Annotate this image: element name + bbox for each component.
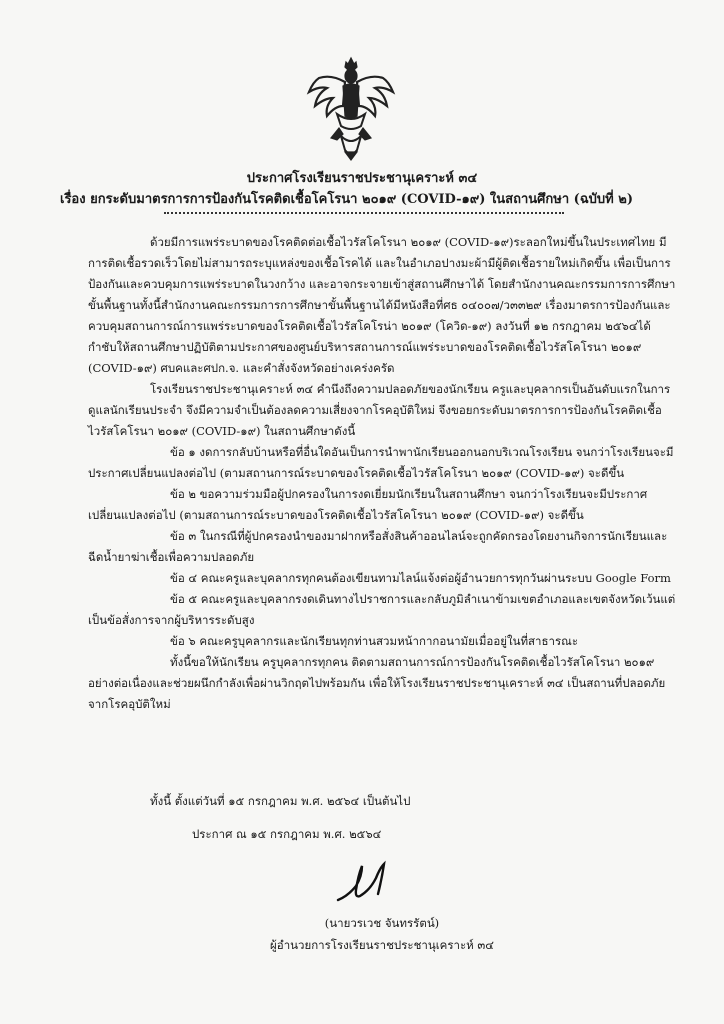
dotted-divider — [164, 212, 564, 214]
paragraph-background: ด้วยมีการแพร่ระบาดของโรคติดต่อเชื้อไวรัสโคโรนา ๒๐๑๙ (COVID-๑๙)ระลอกใหม่ขึ้นในประเทศไทย มีการติดเชื้อรวดเร็วโดยไม่สามารถระบุแหล่งของเชื้อโรคได้ และในอำเภอปางมะผ้ามีผู้ติดเชื้อรายใหม่เกิดขึ้น เพื่อเป็นการป้องกันและควบคุมการแพร่ระบาดในวงกว้าง และอาจกระจายเข้าสู่สถานศึกษาได้ โดยสำนักงานคณะกรรมการการศึกษาขั้นพื้นฐานทั้งนี้สำนักงานคณะกรรมการการศึกษาขั้นพื้นฐานได้มีหนังสือที่ศธ ๐๔๐๐๗/ว๓๓๒๙ เรื่องมาตรการป้องกันและควบคุมสถานการณ์การแพร่ระบาดของโรคติดเชื้อไวรัสโคโรน่า ๒๐๑๙ (โควิด-๑๙) ลงวันที่ ๑๒ กรกฎาคม ๒๕๖๔ได้กำชับให้สถานศึกษาปฏิบัติตามประกาศของศูนย์บริหารสถานการณ์แพร่ระบาดของโรคติดเชื้อไวรัสโคโรนา ๒๐๑๙ (COVID-๑๙) ศบคและศปก.จ. และคำสั่งจังหวัดอย่างเคร่งครัด — [88, 235, 676, 375]
announcement-date: ประกาศ ณ ๑๕ กรกฎาคม พ.ศ. ๒๕๖๔ — [192, 827, 382, 841]
signer-position: ผู้อำนวยการโรงเรียนราชประชานุเคราะห์ ๓๔ — [270, 938, 494, 952]
paragraph-measures-intro: โรงเรียนราชประชานุเคราะห์ ๓๔ คำนึงถึงความปลอดภัยของนักเรียน ครูและบุคลากรเป็นอันดับแรกในการดูแลนักเรียนประจำ จึงมีความจำเป็นต้องลดความเสี่ยงจากโรคอุบัติใหม่ จึงขอยกระดับมาตรการการป้องกันโรคติดเชื้อไวรัสโคโรนา ๒๐๑๙ (COVID-๑๙) ในสถานศึกษาดังนี้ — [88, 382, 671, 438]
announcement-subject: เรื่อง ยกระดับมาตรการการป้องกันโรคติดเชื้อโคโรนา ๒๐๑๙ (COVID-๑๙) ในสถานศึกษา (ฉบับที่ ๒) — [60, 192, 633, 207]
announcement-title: ประกาศโรงเรียนราชประชานุเคราะห์ ๓๔ — [246, 171, 478, 186]
clause-6: ข้อ ๖ คณะครูบุคลากรและนักเรียนทุกท่านสวมหน้ากากอนามัยเมื่ออยู่ในที่สาธารณะ — [170, 634, 579, 648]
clause-2: ข้อ ๒ ขอความร่วมมือผู้ปกครองในการงดเยี่ยมนักเรียนในสถานศึกษา จนกว่าโรงเรียนจะมีประกาศเปลี่ยนแปลงต่อไป (ตามสถานการณ์ระบาดของโรคติดเชื้อไวรัสโคโรนา ๒๐๑๙ (COVID-๑๙) จะดีขึ้น — [88, 487, 648, 522]
clause-4: ข้อ ๔ คณะครูและบุคลากรทุกคนต้องเขียนทามไลน์แจ้งต่อผู้อำนวยการทุกวันผ่านระบบ Google Form — [170, 571, 671, 585]
effective-date: ทั้งนี้ ตั้งแต่วันที่ ๑๕ กรกฎาคม พ.ศ. ๒๕๖๔ เป็นต้นไป — [150, 794, 411, 808]
clause-3: ข้อ ๓ ในกรณีที่ผู้ปกครองนำของมาฝากหรือสั่งสินค้าออนไลน์จะถูกคัดกรองโดยงานกิจการนักเรียนและฉีดน้ำยาฆ่าเชื้อเพื่อความปลอดภัย — [88, 529, 668, 564]
signer-name: (นายวรเวช จันทรรัตน์) — [324, 916, 440, 930]
announcement-body — [88, 232, 678, 715]
garuda-emblem-icon — [305, 52, 397, 162]
clause-1: ข้อ ๑ งดการกลับบ้านหรือที่อื่นใดอันเป็นการนำพานักเรียนออกนอกบริเวณโรงเรียน จนกว่าโรงเรียนจะมีประกาศเปลี่ยนแปลงต่อไป (ตามสถานการณ์ระบาดของโรคติดเชื้อไวรัสโคโรนา ๒๐๑๙ (COVID-๑๙) จะดีขึ้น — [88, 445, 674, 480]
paragraph-conclusion: ทั้งนี้ขอให้นักเรียน ครูบุคลากรทุกคน ติดตามสถานการณ์การป้องกันโรคติดเชื้อไวรัสโคโรนา ๒๐๑๙ อย่างต่อเนื่องและช่วยผนึกกำลังเพื่อผ่านวิกฤตไปพร้อมกัน เพื่อให้โรงเรียนราชประชานุเคราะห์ ๓๔ เป็นสถานที่ปลอดภัยจากโรคอุบัติใหม่ — [88, 655, 666, 711]
handwritten-signature — [330, 858, 410, 908]
clause-5: ข้อ ๕ คณะครูและบุคลากรงดเดินทางไปราชการและกลับภูมิลำเนาข้ามเขตอำเภอและเขตจังหวัดเว้นแต่เป็นข้อสั่งการจากผู้บริหารระดับสูง — [88, 592, 676, 627]
